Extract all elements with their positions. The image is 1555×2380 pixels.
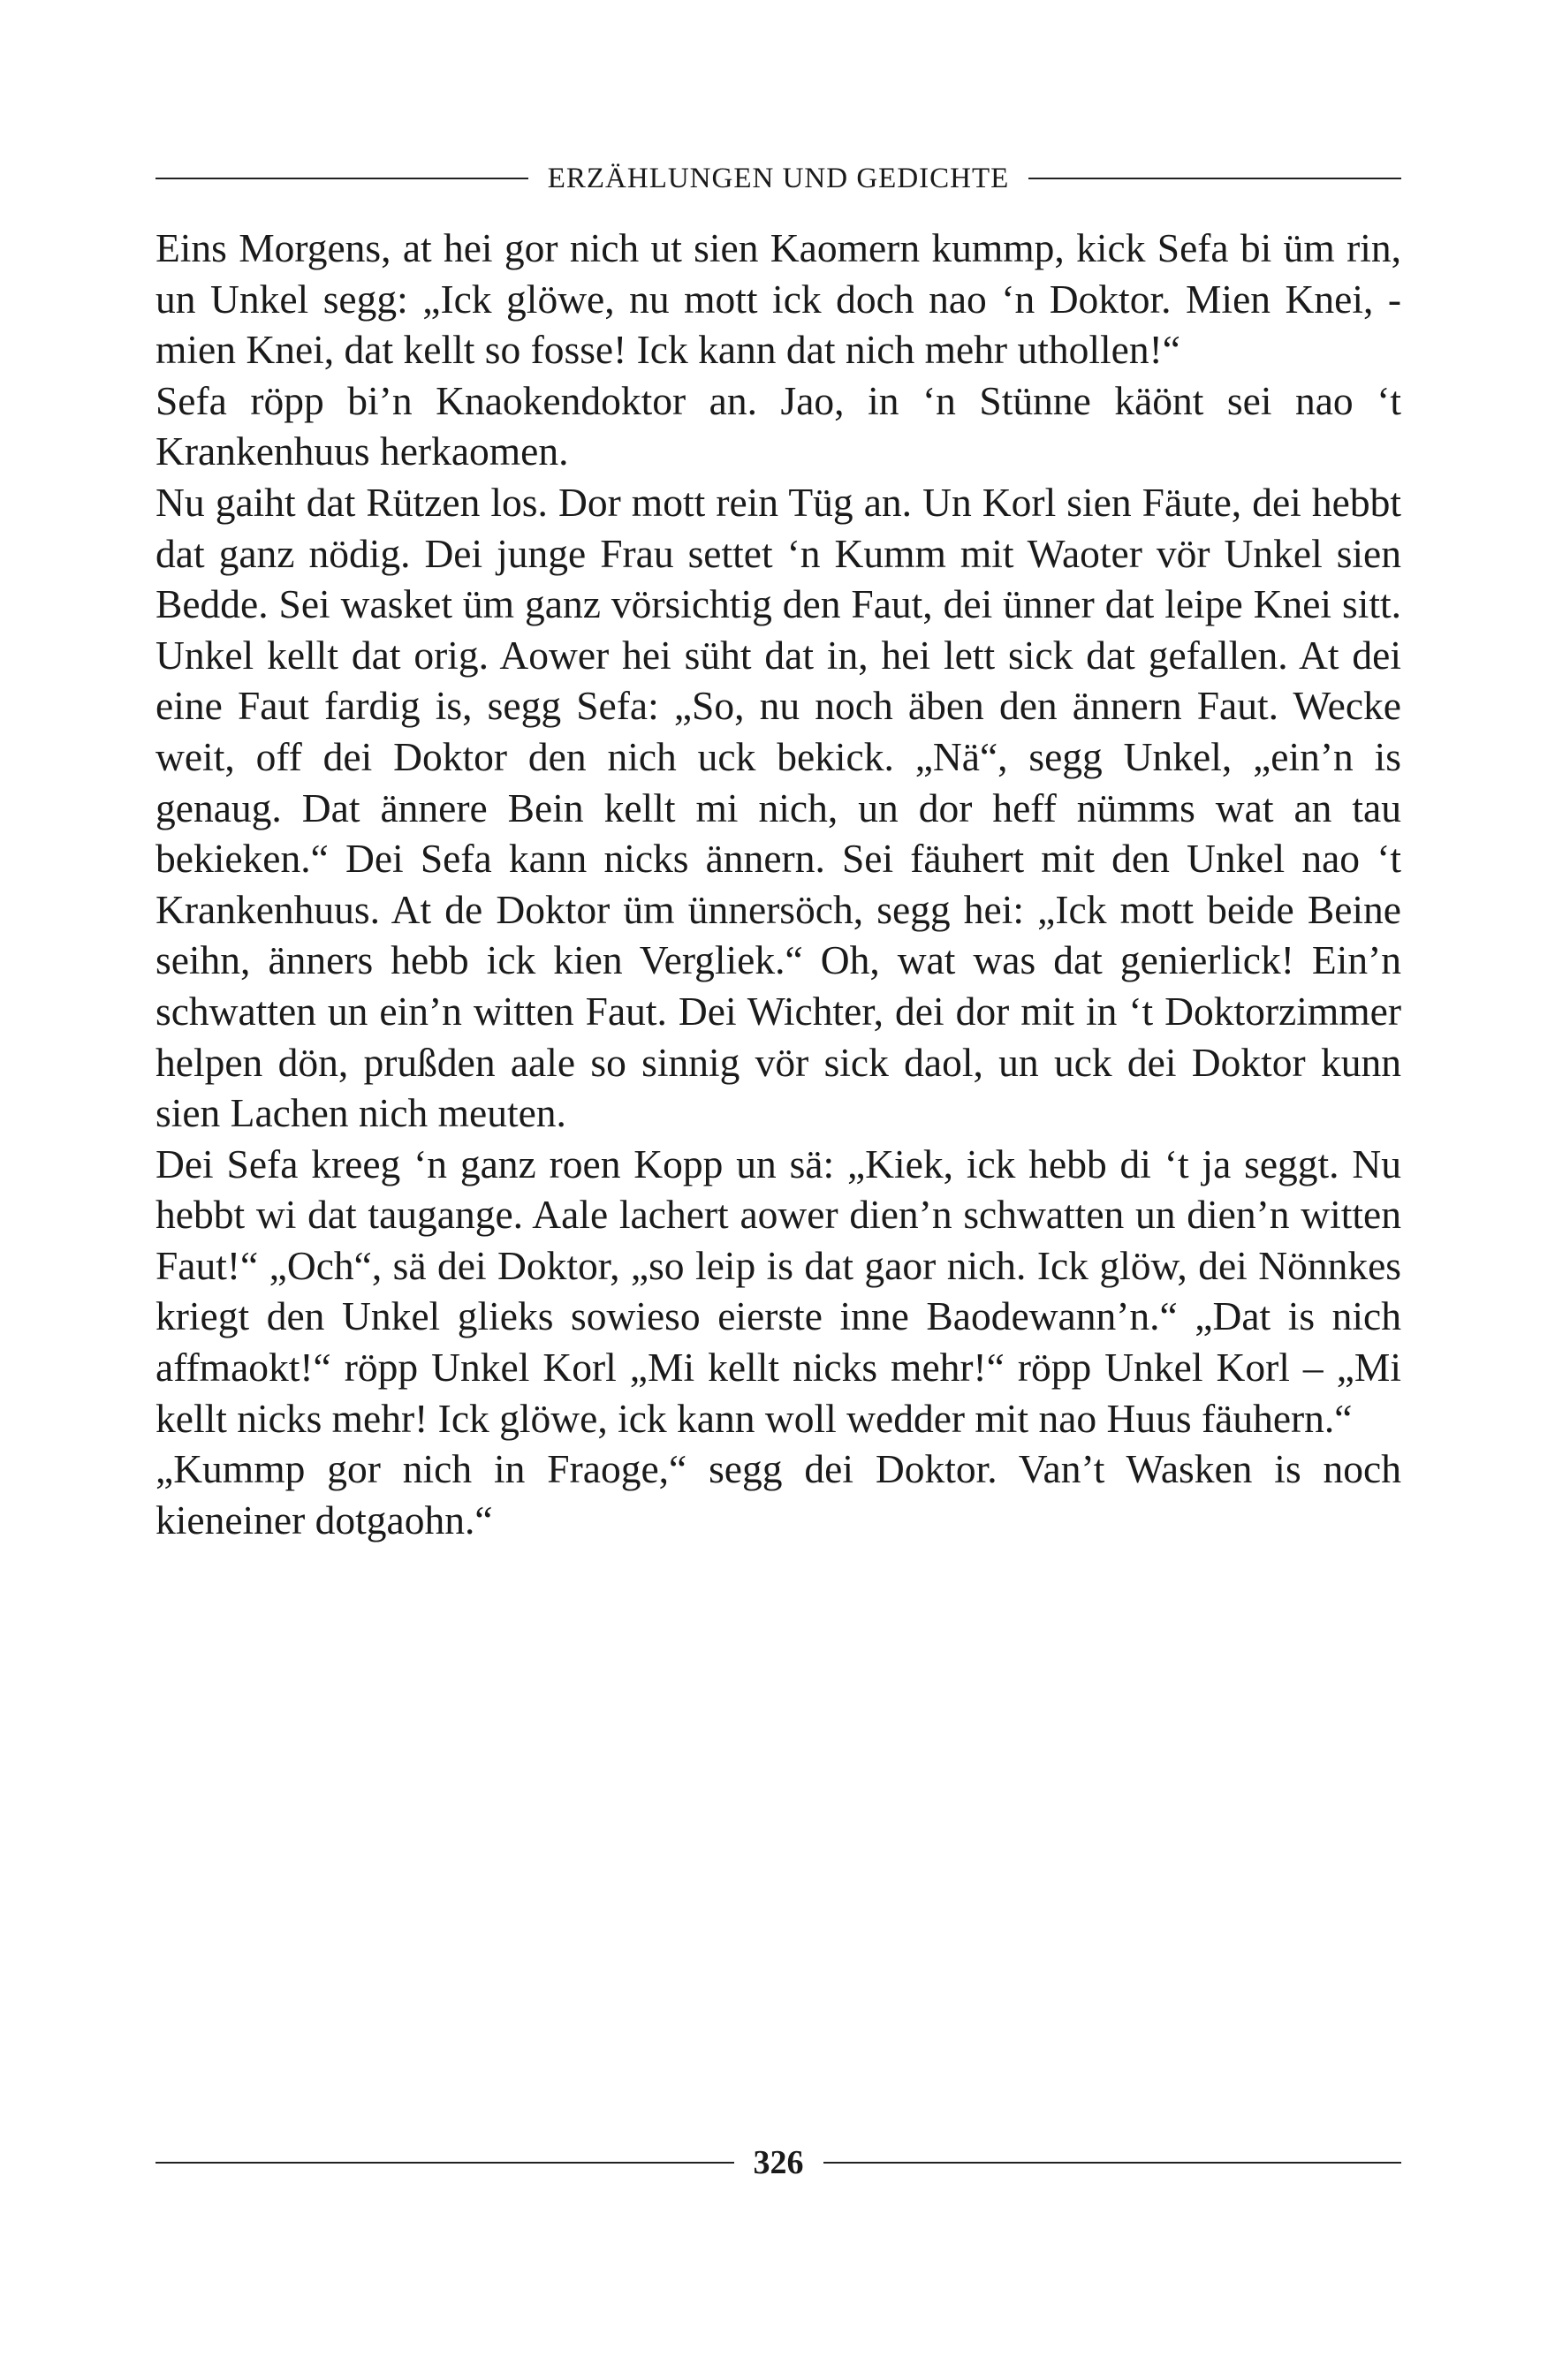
running-header [156,155,1401,201]
header-title: ERZÄHLUNGEN UND GEDICHTE [547,162,1010,194]
paragraph: „Kummp gor nich in Fraoge,“ segg dei Doktor. Van’t Wasken is noch kieneiner dotgaohn.“ [156,1446,1401,1542]
footer-rule-left [156,2162,734,2164]
header-rule-right [1028,178,1401,179]
body-text [156,223,1401,1545]
header-rule-left [156,178,528,179]
paragraph: Sefa röpp bi’n Knaokendoktor an. Jao, in ‘n Stünne käönt sei nao ‘t Krankenhuus herkaomen. [156,377,1401,474]
paragraph: Dei Sefa kreeg ‘n ganz roen Kopp un sä: „Kiek, ick hebb di ‘t ja seggt. Nu hebbt wi dat taugange. Aale lachert aower dien’n schwatten un dien’n witten Faut!“ „Och“, sä dei Doktor, „so leip is dat gaor nich. Ick glöw, dei Nönnkes kriegt den Unkel glieks sowieso eierste inne Baodewann’n.“ „Dat is nich affmaokt!“ röpp Unkel Korl „Mi kellt nicks mehr!“ röpp Unkel Korl – „Mi kellt nicks mehr! Ick glöwe, ick kann woll wedder mit nao Huus fäuhern.“ [156,1141,1401,1441]
paragraph: Nu gaiht dat Rützen los. Dor mott rein Tüg an. Un Korl sien Fäute, dei hebbt dat ganz nödig. Dei junge Frau settet ‘n Kumm mit Waoter vör Unkel sien Bedde. Sei wasket üm ganz vörsichtig den Faut, dei ünner dat leipe Knei sitt. Unkel kellt dat orig. Aower hei süht dat in, hei lett sick dat gefallen. At dei eine Faut fardig is, segg Sefa: „So, nu noch äben den ännern Faut. Wecke weit, off dei Doktor den nich uck bekick. „Nä“, segg Unkel, „ein’n is genaug. Dat ännere Bein kellt mi nich, un dor heff nümms wat an tau bekieken.“ Dei Sefa kann nicks ännern. Sei fäuhert mit den Unkel nao ‘t Krankenhuus. At de Doktor üm ünnersöch, segg hei: „Ick mott beide Beine seihn, änners hebb ick kien Vergliek.“ Oh, wat was dat genierlick! Ein’n schwatten un ein’n witten Faut. Dei Wichter, dei dor mit in ‘t Doktorzimmer helpen dön, prußden aale so sinnig vör sick daol, un uck dei Doktor kunn sien Lachen nich meuten. [156,479,1401,1136]
page-footer [156,2136,1401,2189]
paragraph: Eins Morgens, at hei gor nich ut sien Kaomern kummp, kick Sefa bi üm rin, un Unkel segg: „Ick glöwe, nu mott ick doch nao ‘n Doktor. Mien Knei, - mien Knei, dat kellt so fosse! Ick kann dat nich mehr uthollen!“ [156,225,1401,373]
page-number: 326 [753,2144,804,2181]
footer-rule-right [823,2162,1402,2164]
